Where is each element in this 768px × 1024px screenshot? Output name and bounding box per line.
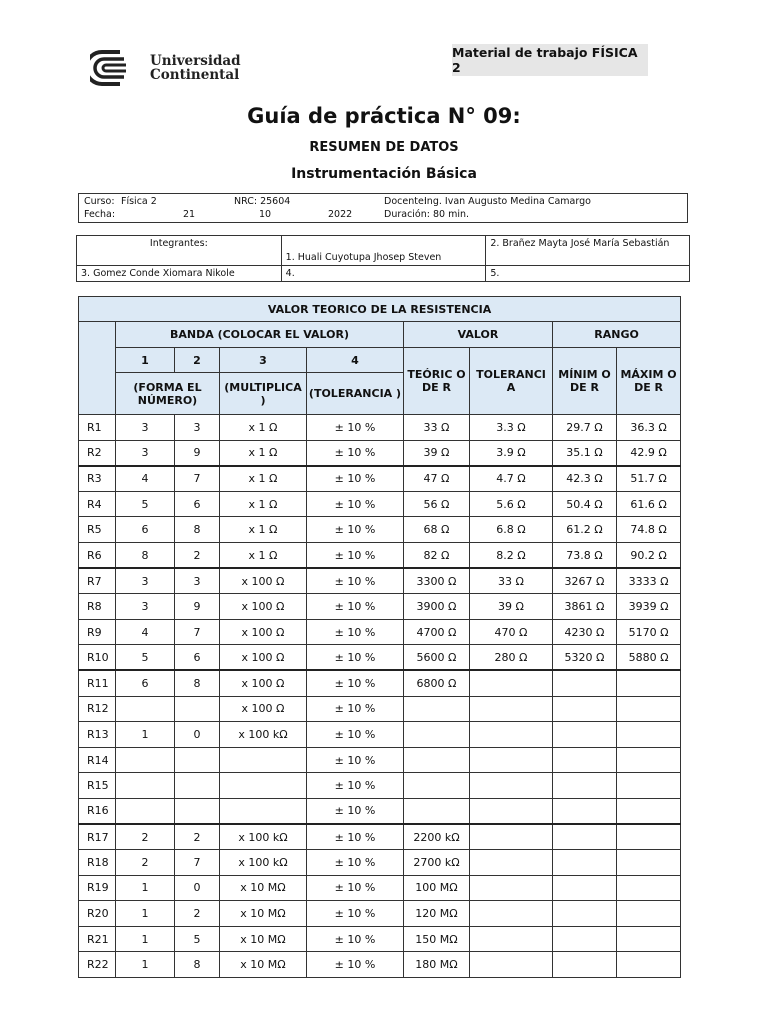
page-title: Guía de práctica N° 09: (247, 104, 521, 128)
max-value-cell: 61.6 Ω (617, 491, 681, 517)
row-label-cell: R21 (79, 926, 116, 952)
band-3-header: 3 (220, 348, 307, 373)
band-2-cell: 9 (175, 440, 220, 466)
band-2-cell: 3 (175, 568, 220, 594)
multiplier-cell: x 1 Ω (220, 440, 307, 466)
band-1-cell: 2 (116, 850, 175, 876)
theoretical-value-cell: 120 MΩ (404, 901, 470, 927)
theoretical-value-cell (404, 747, 470, 773)
tolerance-value-cell (470, 850, 553, 876)
page-subtitle-topic: Instrumentación Básica (291, 166, 477, 182)
max-value-cell: 36.3 Ω (617, 415, 681, 441)
table-body (79, 415, 681, 978)
integrantes-label: Integrantes: (77, 236, 282, 266)
member-4: 4. (281, 266, 486, 282)
band-1-cell (116, 773, 175, 799)
theoretical-value-cell (404, 773, 470, 799)
table-row (79, 670, 681, 696)
table-row (79, 952, 681, 978)
multiplica-header: (MULTIPLICA ) (220, 373, 307, 415)
multiplier-cell: x 100 Ω (220, 619, 307, 645)
band-2-cell: 6 (175, 491, 220, 517)
logo-text: Universidad Continental (150, 53, 241, 83)
tolerance-value-cell: 33 Ω (470, 568, 553, 594)
theoretical-value-cell: 5600 Ω (404, 645, 470, 671)
theoretical-value-cell: 150 MΩ (404, 926, 470, 952)
row-label-cell: R19 (79, 875, 116, 901)
band-2-cell: 2 (175, 824, 220, 850)
row-label-cell: R18 (79, 850, 116, 876)
tolerance-cell: ± 10 % (307, 901, 404, 927)
table-row (79, 747, 681, 773)
row-label-cell: R8 (79, 594, 116, 620)
logo-mark-icon (90, 50, 146, 86)
band-2-header: 2 (175, 348, 220, 373)
tolerance-value-cell: 39 Ω (470, 594, 553, 620)
table-row (79, 824, 681, 850)
multiplier-cell (220, 798, 307, 824)
table-row (79, 619, 681, 645)
band-2-cell (175, 773, 220, 799)
multiplier-cell: x 100 kΩ (220, 824, 307, 850)
min-value-cell: 3267 Ω (553, 568, 617, 594)
band-1-cell: 2 (116, 824, 175, 850)
minimo-header: MÍNIM O DE R (553, 348, 617, 415)
theoretical-value-cell (404, 798, 470, 824)
member-3: 3. Gomez Conde Xiomara Nikole (77, 266, 282, 282)
multiplier-cell: x 1 Ω (220, 491, 307, 517)
max-value-cell (617, 850, 681, 876)
tolerance-cell: ± 10 % (307, 773, 404, 799)
row-label-cell: R3 (79, 466, 116, 492)
min-value-cell: 61.2 Ω (553, 517, 617, 543)
max-value-cell (617, 773, 681, 799)
table-row (79, 926, 681, 952)
min-value-cell (553, 747, 617, 773)
band-2-cell: 9 (175, 594, 220, 620)
multiplier-cell: x 100 Ω (220, 670, 307, 696)
tolerance-value-cell (470, 773, 553, 799)
table-row (79, 568, 681, 594)
tolerance-value-cell: 4.7 Ω (470, 466, 553, 492)
theoretical-value-cell: 3900 Ω (404, 594, 470, 620)
course-info-box (78, 193, 688, 223)
tolerance-value-cell: 470 Ω (470, 619, 553, 645)
tolerance-cell: ± 10 % (307, 619, 404, 645)
max-value-cell (617, 952, 681, 978)
band-1-cell: 3 (116, 568, 175, 594)
max-value-cell (617, 824, 681, 850)
tolerance-value-cell (470, 875, 553, 901)
multiplier-cell: x 100 Ω (220, 645, 307, 671)
resistance-table (78, 296, 681, 978)
table-row (79, 901, 681, 927)
tolerance-value-cell: 8.2 Ω (470, 542, 553, 568)
min-value-cell (553, 901, 617, 927)
tolerance-cell: ± 10 % (307, 875, 404, 901)
table-row (79, 875, 681, 901)
table-row (79, 850, 681, 876)
max-value-cell (617, 798, 681, 824)
band-1-header: 1 (116, 348, 175, 373)
nrc-value: NRC: 25604 (234, 196, 291, 207)
min-value-cell: 4230 Ω (553, 619, 617, 645)
max-value-cell: 74.8 Ω (617, 517, 681, 543)
row-label-cell: R4 (79, 491, 116, 517)
min-value-cell (553, 952, 617, 978)
table-row (79, 798, 681, 824)
band-1-cell: 1 (116, 722, 175, 748)
band-2-cell: 8 (175, 670, 220, 696)
rango-header: RANGO (553, 322, 681, 348)
tolerance-cell: ± 10 % (307, 645, 404, 671)
band-1-cell (116, 696, 175, 722)
band-1-cell: 5 (116, 491, 175, 517)
theoretical-value-cell: 82 Ω (404, 542, 470, 568)
tolerance-value-cell (470, 952, 553, 978)
tolerance-value-cell (470, 798, 553, 824)
row-label-cell: R13 (79, 722, 116, 748)
table-row (79, 542, 681, 568)
tolerance-cell: ± 10 % (307, 440, 404, 466)
band-2-cell: 0 (175, 722, 220, 748)
table-row (79, 722, 681, 748)
band-1-cell: 1 (116, 926, 175, 952)
tolerance-value-cell: 280 Ω (470, 645, 553, 671)
row-label-cell: R6 (79, 542, 116, 568)
theoretical-value-cell: 68 Ω (404, 517, 470, 543)
valor-header: VALOR (404, 322, 553, 348)
table-row (79, 773, 681, 799)
tolerance-cell: ± 10 % (307, 722, 404, 748)
theoretical-value-cell: 47 Ω (404, 466, 470, 492)
row-label-cell: R12 (79, 696, 116, 722)
min-value-cell: 35.1 Ω (553, 440, 617, 466)
max-value-cell (617, 747, 681, 773)
multiplier-cell: x 100 Ω (220, 696, 307, 722)
maximo-header: MÁXIM O DE R (617, 348, 681, 415)
tolerance-value-cell (470, 824, 553, 850)
band-1-cell: 1 (116, 901, 175, 927)
max-value-cell (617, 901, 681, 927)
multiplier-cell (220, 773, 307, 799)
min-value-cell: 5320 Ω (553, 645, 617, 671)
multiplier-cell: x 100 Ω (220, 568, 307, 594)
member-5: 5. (486, 266, 690, 282)
curso-label: Curso: (84, 196, 115, 207)
row-label-cell: R16 (79, 798, 116, 824)
table-row (79, 594, 681, 620)
band-2-cell: 8 (175, 952, 220, 978)
theoretical-value-cell (404, 696, 470, 722)
fecha-day: 21 (183, 209, 196, 220)
multiplier-cell: x 1 Ω (220, 542, 307, 568)
band-1-cell (116, 798, 175, 824)
max-value-cell (617, 696, 681, 722)
min-value-cell (553, 926, 617, 952)
theoretical-value-cell: 4700 Ω (404, 619, 470, 645)
multiplier-cell: x 100 kΩ (220, 850, 307, 876)
tolerance-value-cell (470, 722, 553, 748)
row-label-cell: R1 (79, 415, 116, 441)
forma-numero-header: (FORMA EL NÚMERO) (116, 373, 220, 415)
multiplier-cell: x 1 Ω (220, 466, 307, 492)
tolerance-cell: ± 10 % (307, 594, 404, 620)
band-2-cell: 8 (175, 517, 220, 543)
university-logo (90, 48, 250, 88)
row-label-cell: R2 (79, 440, 116, 466)
band-1-cell: 1 (116, 875, 175, 901)
table-title: VALOR TEORICO DE LA RESISTENCIA (79, 297, 681, 322)
tolerance-cell: ± 10 % (307, 926, 404, 952)
max-value-cell (617, 926, 681, 952)
band-1-cell: 3 (116, 440, 175, 466)
multiplier-cell: x 10 MΩ (220, 952, 307, 978)
multiplier-cell (220, 747, 307, 773)
table-row (79, 517, 681, 543)
tolerancia-band-header: (TOLERANCIA ) (307, 373, 404, 415)
row-label-cell: R20 (79, 901, 116, 927)
tolerance-value-cell: 3.3 Ω (470, 415, 553, 441)
tolerance-value-cell (470, 901, 553, 927)
band-2-cell (175, 747, 220, 773)
theoretical-value-cell: 6800 Ω (404, 670, 470, 696)
theoretical-value-cell: 39 Ω (404, 440, 470, 466)
tolerance-cell: ± 10 % (307, 696, 404, 722)
max-value-cell (617, 722, 681, 748)
tolerance-cell: ± 10 % (307, 850, 404, 876)
multiplier-cell: x 10 MΩ (220, 901, 307, 927)
min-value-cell (553, 850, 617, 876)
row-label-cell: R5 (79, 517, 116, 543)
fecha-label: Fecha: (84, 209, 116, 220)
max-value-cell: 5880 Ω (617, 645, 681, 671)
row-label-cell: R17 (79, 824, 116, 850)
min-value-cell: 50.4 Ω (553, 491, 617, 517)
fecha-month: 10 (259, 209, 272, 220)
course-badge: Material de trabajo FÍSICA 2 (452, 44, 648, 76)
theoretical-value-cell: 2700 kΩ (404, 850, 470, 876)
band-2-cell: 2 (175, 542, 220, 568)
band-1-cell: 4 (116, 619, 175, 645)
banda-header: BANDA (COLOCAR EL VALOR) (116, 322, 404, 348)
band-2-cell: 0 (175, 875, 220, 901)
tolerance-value-cell: 5.6 Ω (470, 491, 553, 517)
multiplier-cell: x 10 MΩ (220, 926, 307, 952)
max-value-cell: 42.9 Ω (617, 440, 681, 466)
row-label-cell: R7 (79, 568, 116, 594)
tolerance-cell: ± 10 % (307, 491, 404, 517)
fecha-year: 2022 (328, 209, 353, 220)
max-value-cell: 3333 Ω (617, 568, 681, 594)
band-1-cell: 6 (116, 670, 175, 696)
tolerance-cell: ± 10 % (307, 952, 404, 978)
tolerance-cell: ± 10 % (307, 747, 404, 773)
theoretical-value-cell: 33 Ω (404, 415, 470, 441)
band-2-cell (175, 798, 220, 824)
max-value-cell: 5170 Ω (617, 619, 681, 645)
page-subtitle: RESUMEN DE DATOS (309, 140, 459, 155)
row-label-cell: R14 (79, 747, 116, 773)
band-1-cell: 1 (116, 952, 175, 978)
tolerance-value-cell: 6.8 Ω (470, 517, 553, 543)
band-2-cell: 7 (175, 850, 220, 876)
row-label-cell: R11 (79, 670, 116, 696)
row-label-cell: R15 (79, 773, 116, 799)
band-2-cell (175, 696, 220, 722)
band-2-cell: 3 (175, 415, 220, 441)
min-value-cell (553, 773, 617, 799)
tolerance-cell: ± 10 % (307, 466, 404, 492)
row-label-cell: R22 (79, 952, 116, 978)
band-2-cell: 5 (175, 926, 220, 952)
tolerance-value-cell (470, 926, 553, 952)
multiplier-cell: x 100 Ω (220, 594, 307, 620)
tolerancia-value-header: TOLERANCI A (470, 348, 553, 415)
docente-value: Ing. Ivan Augusto Medina Camargo (424, 196, 591, 207)
band-4-header: 4 (307, 348, 404, 373)
tolerance-cell: ± 10 % (307, 517, 404, 543)
theoretical-value-cell (404, 722, 470, 748)
min-value-cell (553, 670, 617, 696)
band-1-cell: 4 (116, 466, 175, 492)
row-label-cell: R10 (79, 645, 116, 671)
table-row (79, 645, 681, 671)
duracion-value: Duración: 80 min. (384, 209, 470, 220)
band-1-cell: 3 (116, 594, 175, 620)
max-value-cell (617, 875, 681, 901)
band-2-cell: 7 (175, 619, 220, 645)
min-value-cell: 73.8 Ω (553, 542, 617, 568)
band-2-cell: 2 (175, 901, 220, 927)
row-label-cell: R9 (79, 619, 116, 645)
theoretical-value-cell: 56 Ω (404, 491, 470, 517)
multiplier-cell: x 1 Ω (220, 415, 307, 441)
tolerance-value-cell: 3.9 Ω (470, 440, 553, 466)
tolerance-value-cell (470, 747, 553, 773)
theoretical-value-cell: 3300 Ω (404, 568, 470, 594)
min-value-cell: 42.3 Ω (553, 466, 617, 492)
max-value-cell: 51.7 Ω (617, 466, 681, 492)
theoretical-value-cell: 2200 kΩ (404, 824, 470, 850)
theoretical-value-cell: 100 MΩ (404, 875, 470, 901)
member-1: 1. Huali Cuyotupa Jhosep Steven (281, 236, 486, 266)
multiplier-cell: x 10 MΩ (220, 875, 307, 901)
team-members-table (76, 235, 690, 282)
band-1-cell (116, 747, 175, 773)
tolerance-cell: ± 10 % (307, 542, 404, 568)
band-1-cell: 8 (116, 542, 175, 568)
tolerance-cell: ± 10 % (307, 415, 404, 441)
max-value-cell: 90.2 Ω (617, 542, 681, 568)
band-1-cell: 5 (116, 645, 175, 671)
table-row (79, 696, 681, 722)
table-row (79, 440, 681, 466)
tolerance-cell: ± 10 % (307, 670, 404, 696)
min-value-cell: 3861 Ω (553, 594, 617, 620)
member-2: 2. Brañez Mayta José María Sebastián (486, 236, 690, 266)
tolerance-value-cell (470, 696, 553, 722)
band-1-cell: 6 (116, 517, 175, 543)
tolerance-value-cell (470, 670, 553, 696)
band-1-cell: 3 (116, 415, 175, 441)
multiplier-cell: x 1 Ω (220, 517, 307, 543)
curso-value: Física 2 (121, 196, 157, 207)
min-value-cell (553, 824, 617, 850)
min-value-cell (553, 875, 617, 901)
min-value-cell (553, 696, 617, 722)
min-value-cell (553, 722, 617, 748)
row-label-header (79, 322, 116, 415)
multiplier-cell: x 100 kΩ (220, 722, 307, 748)
table-row (79, 466, 681, 492)
teorico-header: TEÓRIC O DE R (404, 348, 470, 415)
band-2-cell: 6 (175, 645, 220, 671)
max-value-cell: 3939 Ω (617, 594, 681, 620)
tolerance-cell: ± 10 % (307, 824, 404, 850)
max-value-cell (617, 670, 681, 696)
tolerance-cell: ± 10 % (307, 798, 404, 824)
band-2-cell: 7 (175, 466, 220, 492)
table-row (79, 491, 681, 517)
docente-label: Docente: (384, 196, 427, 207)
min-value-cell (553, 798, 617, 824)
min-value-cell: 29.7 Ω (553, 415, 617, 441)
theoretical-value-cell: 180 MΩ (404, 952, 470, 978)
table-row (79, 415, 681, 441)
tolerance-cell: ± 10 % (307, 568, 404, 594)
